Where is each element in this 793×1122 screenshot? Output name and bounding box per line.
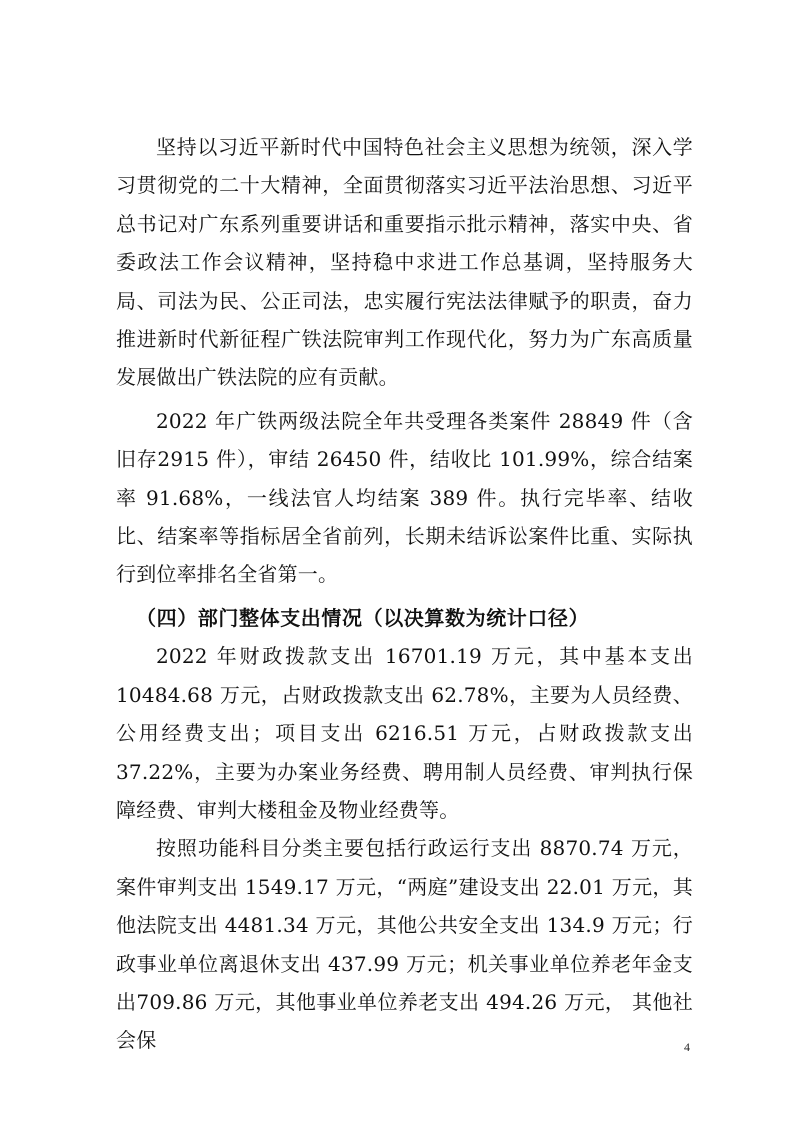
paragraph-functional-classification: 按照功能科目分类主要包括行政运行支出 8870.74 万元，案件审判支出 1549.17 万元，“两庭”建设支出 22.01 万元，其他法院支出 4481.34 万元，其他公共安全支出 134.9 万元；行政事业单位离退休支出 437.99 万元；机关事业单位养老年金支出709.86 万元，其他事业单位养老支出 494.26 万元， 其他社会保 xyxy=(116,836,693,1053)
document-body xyxy=(116,128,693,1060)
paragraph-case-statistics: 2022 年广铁两级法院全年共受理各类案件 28849 件（含旧存2915 件），审结 26450 件，结收比 101.99%，综合结案率 91.68%，一线法官人均结案 389 件。执行完毕率、结收比、结案率等指标居全省前列，长期未结诉讼案件比重、实际执行到位率排名全省第一。 xyxy=(116,408,693,587)
section-heading-expenditure: （四）部门整体支出情况（以决算数为统计口径） xyxy=(136,605,590,630)
paragraph-fiscal-expenditure: 2022 年财政拨款支出 16701.19 万元，其中基本支出10484.68 万元，占财政拨款支出 62.78%，主要为人员经费、公用经费支出；项目支出 6216.51 万元，占财政拨款支出 37.22%，主要为办案业务经费、聘用制人员经费、审判执行保障经费、审判大楼租金及物业经费等。 xyxy=(116,644,693,822)
page-number: 4 xyxy=(684,1040,690,1054)
paragraph-guiding-ideology: 坚持以习近平新时代中国特色社会主义思想为统领，深入学习贯彻党的二十大精神，全面贯彻落实习近平法治思想、习近平总书记对广东系列重要讲话和重要指示批示精神，落实中央、省委政法工作会议精神，坚持稳中求进工作总基调，坚持服务大局、司法为民、公正司法，忠实履行宪法法律赋予的职责，奋力推进新时代新征程广铁法院审判工作现代化，努力为广东高质量发展做出广铁法院的应有贡献。 xyxy=(116,135,693,390)
